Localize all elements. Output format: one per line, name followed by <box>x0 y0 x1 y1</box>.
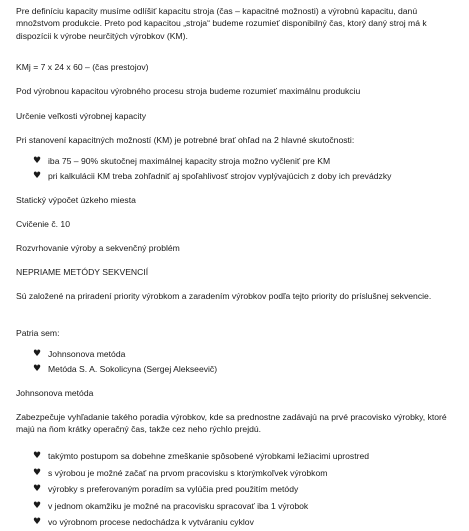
heading-johnson: Johnsonova metóda <box>16 388 94 398</box>
heart-icon: ♥ <box>33 156 42 166</box>
heading-bottleneck: Statický výpočet úzkeho miesta <box>16 195 136 205</box>
heart-icon: ♥ <box>33 467 42 478</box>
paragraph-km-considerations: Pri stanovení kapacitných možností (KM) je potrebné brať ohľad na 2 hlavné skutočnosti: <box>16 135 355 145</box>
heart-icon: ♥ <box>33 364 42 374</box>
formula-kmj: KMj = 7 x 24 x 60 – (čas prestojov) <box>16 62 149 72</box>
list-item: ♥ v jednom okamžiku je možné na pracovisku spracovať iba 1 výrobok <box>33 498 459 515</box>
list-item: ♥ s výrobou je možné začať na prvom pracovisku s ktorýmkoľvek výrobkom <box>33 465 459 482</box>
list-item: ♥ výrobky s preferovaným poradím sa vylúčia pred použitím metódy <box>33 481 459 498</box>
heading-capacity-size: Určenie veľkosti výrobnej kapacity <box>16 111 147 121</box>
heart-icon: ♥ <box>33 500 42 511</box>
heart-icon: ♥ <box>33 517 42 527</box>
heart-icon: ♥ <box>33 171 42 181</box>
list-item: ♥ takýmto postupom sa dobehne zmeškanie spôsobené výrobkami ležiacimi uprostred <box>33 448 459 465</box>
list-item: ♥ Metóda S. A. Sokolicyna (Sergej Alekseevič) <box>33 362 459 377</box>
list-item: ♥ Johnsonova metóda <box>33 347 459 362</box>
list-methods <box>33 347 459 377</box>
paragraph-priority: Sú založené na priradení priority výrobkom a zaradením výrobkov podľa tejto priority do príslušnej sekvencie. <box>16 291 432 301</box>
label-includes: Patria sem: <box>16 328 60 338</box>
heart-icon: ♥ <box>33 451 42 461</box>
list-item: ♥ iba 75 – 90% skutočnej maximálnej kapacity stroja možno vyčleniť pre KM <box>33 154 459 169</box>
list-km-considerations <box>33 154 459 184</box>
heading-scheduling: Rozvrhovanie výroby a sekvenčný problém <box>16 243 180 253</box>
paragraph-production-capacity: Pod výrobnou kapacitou výrobného procesu stroja budeme rozumieť maximálnu produkciu <box>16 86 361 96</box>
paragraph-johnson: Zabezpečuje vyhľadanie takého poradia výrobkov, kde sa prednostne zadávajú na prvé pracovisko výrobky, ktoré majú na ňom krátky operačný čas, takže cez neho rýchlo prejdú. <box>16 412 447 435</box>
heart-icon: ♥ <box>33 484 42 494</box>
list-johnson-rules <box>33 448 459 531</box>
list-item: ♥ pri kalkulácii KM treba zohľadniť aj spoľahlivosť strojov vyplývajúcich z doby ich prevádzky <box>33 169 459 184</box>
paragraph-capacity-definition: Pre definíciu kapacity musíme odlíšiť kapacitu stroja (čas – kapacitné možnosti) a výrobnú kapacitu, danú množstvom produkcie. Preto pod kapacitou „stroja“ budeme rozumieť disponibilný čas, ktorý daný stroj má k dispozícii k výrobe neurčitých výrobkov (KM). <box>16 6 427 41</box>
heart-icon: ♥ <box>33 349 42 359</box>
heading-exercise: Cvičenie č. 10 <box>16 219 70 229</box>
heading-indirect-methods: NEPRIAME METÓDY SEKVENCIÍ <box>16 267 149 277</box>
list-item: ♥ vo výrobnom procese nedochádza k vytváraniu cyklov <box>33 514 459 531</box>
